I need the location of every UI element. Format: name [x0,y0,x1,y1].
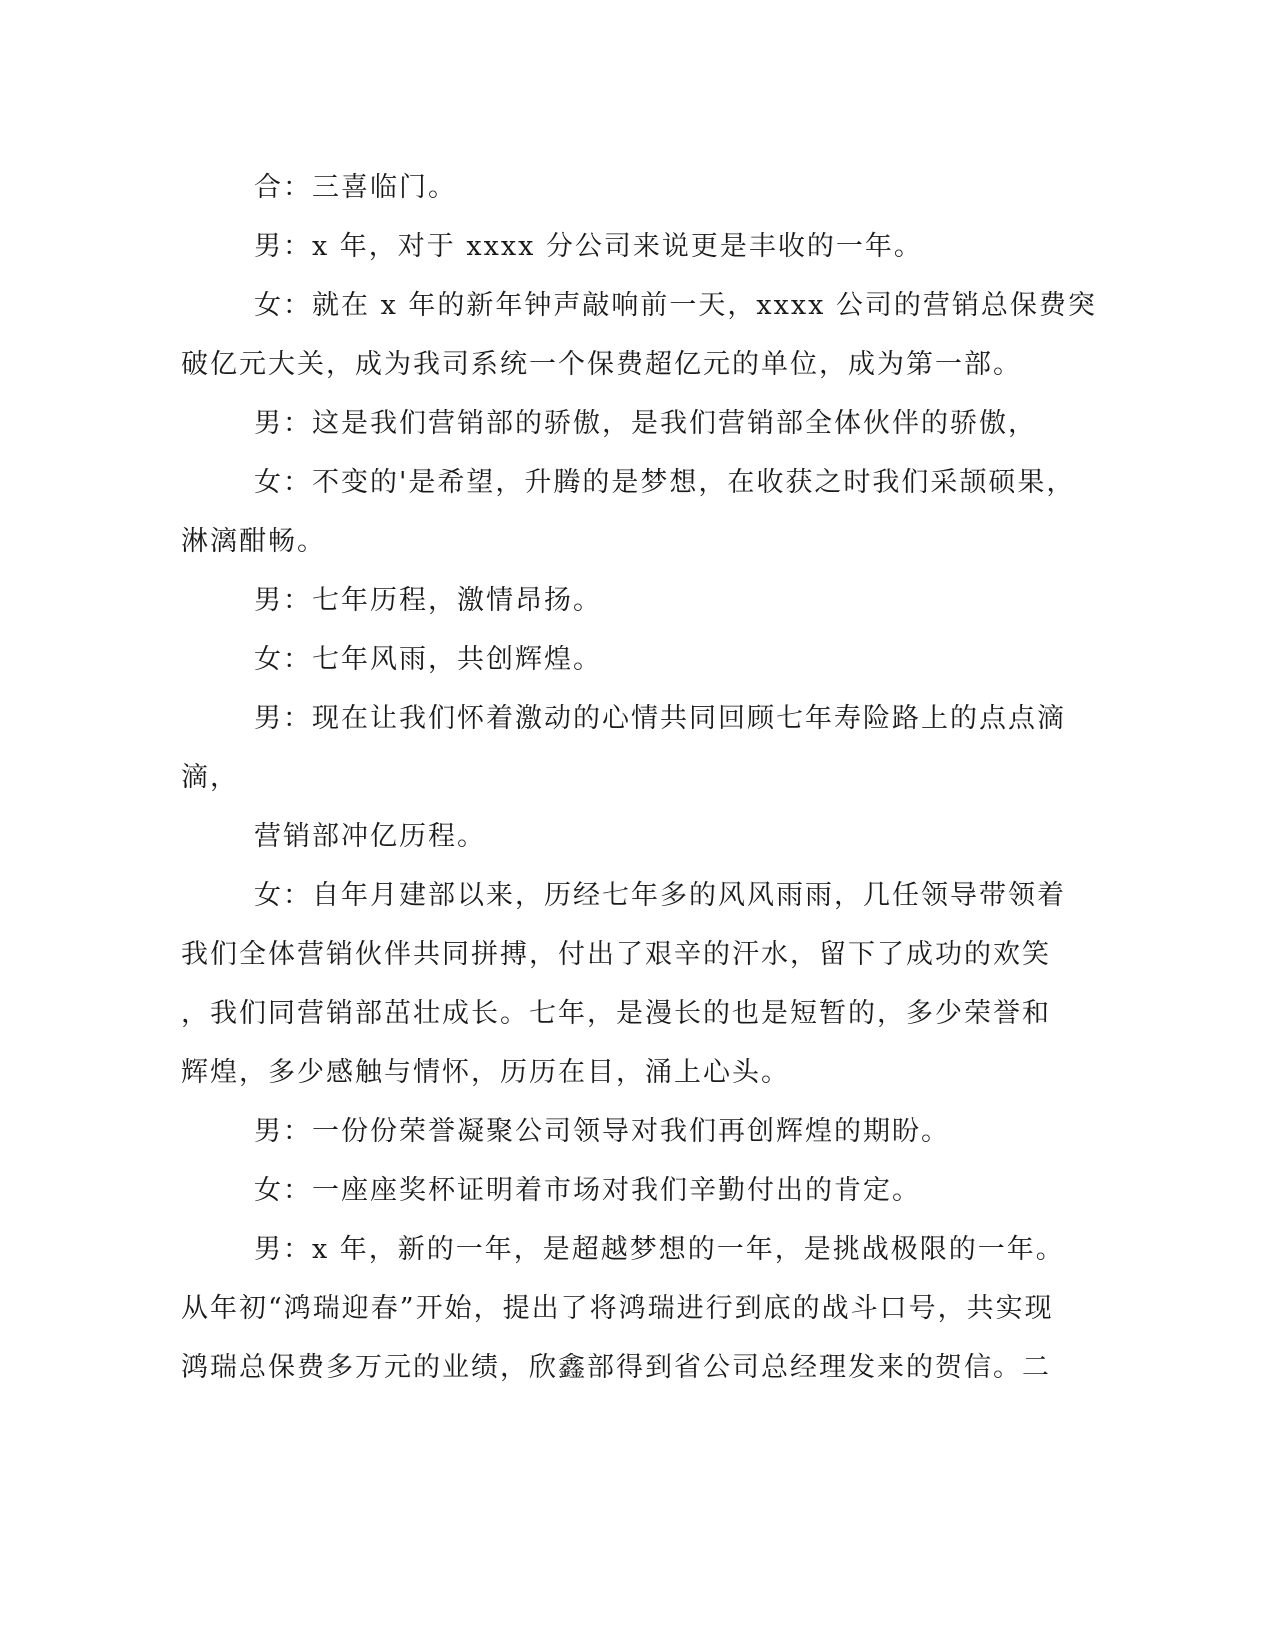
text-line: 从年初“鸿瑞迎春”开始，提出了将鸿瑞进行到底的战斗口号，共实现 [181,1293,1054,1324]
text-line: 女：一座座奖杯证明着市场对我们辛勤付出的肯定。 [254,1175,921,1206]
text-line: ，我们同营销部茁壮成长。七年，是漫长的也是短暂的，多少荣誉和 [181,998,1051,1029]
document-body [181,158,1097,1397]
text-line: 男：七年历程，激情昂扬。 [254,585,602,616]
text-line: 女：不变的'是希望，升腾的是梦想，在收获之时我们采颉硕果， [254,467,1076,498]
text-line: 淋漓酣畅。 [181,526,326,557]
text-line: 男：x 年，对于 xxxx 分公司来说更是丰收的一年。 [254,231,923,262]
text-line: 女：自年月建部以来，历经七年多的风风雨雨，几任领导带领着 [254,880,1066,911]
text-line: 女：七年风雨，共创辉煌。 [254,644,602,675]
text-line: 破亿元大关，成为我司系统一个保费超亿元的单位，成为第一部。 [181,349,1022,380]
text-line: 辉煌，多少感触与情怀，历历在目，涌上心头。 [181,1057,790,1088]
text-line: 男：现在让我们怀着激动的心情共同回顾七年寿险路上的点点滴 [254,703,1066,734]
text-line: 鸿瑞总保费多万元的业绩，欣鑫部得到省公司总经理发来的贺信。二 [181,1352,1051,1383]
text-line: 滴， [181,762,239,793]
text-line: 男：这是我们营销部的骄傲，是我们营销部全体伙伴的骄傲， [254,408,1037,439]
text-line: 我们全体营销伙伴共同拼搏，付出了艰辛的汗水，留下了成功的欢笑 [181,939,1051,970]
text-line: 合：三喜临门。 [254,172,457,203]
text-line: 营销部冲亿历程。 [254,821,486,852]
text-line: 男：x 年，新的一年，是超越梦想的一年，是挑战极限的一年。 [254,1234,1065,1265]
text-line: 女：就在 x 年的新年钟声敲响前一天，xxxx 公司的营销总保费突 [254,290,1097,321]
text-line: 男：一份份荣誉凝聚公司领导对我们再创辉煌的期盼。 [254,1116,950,1147]
